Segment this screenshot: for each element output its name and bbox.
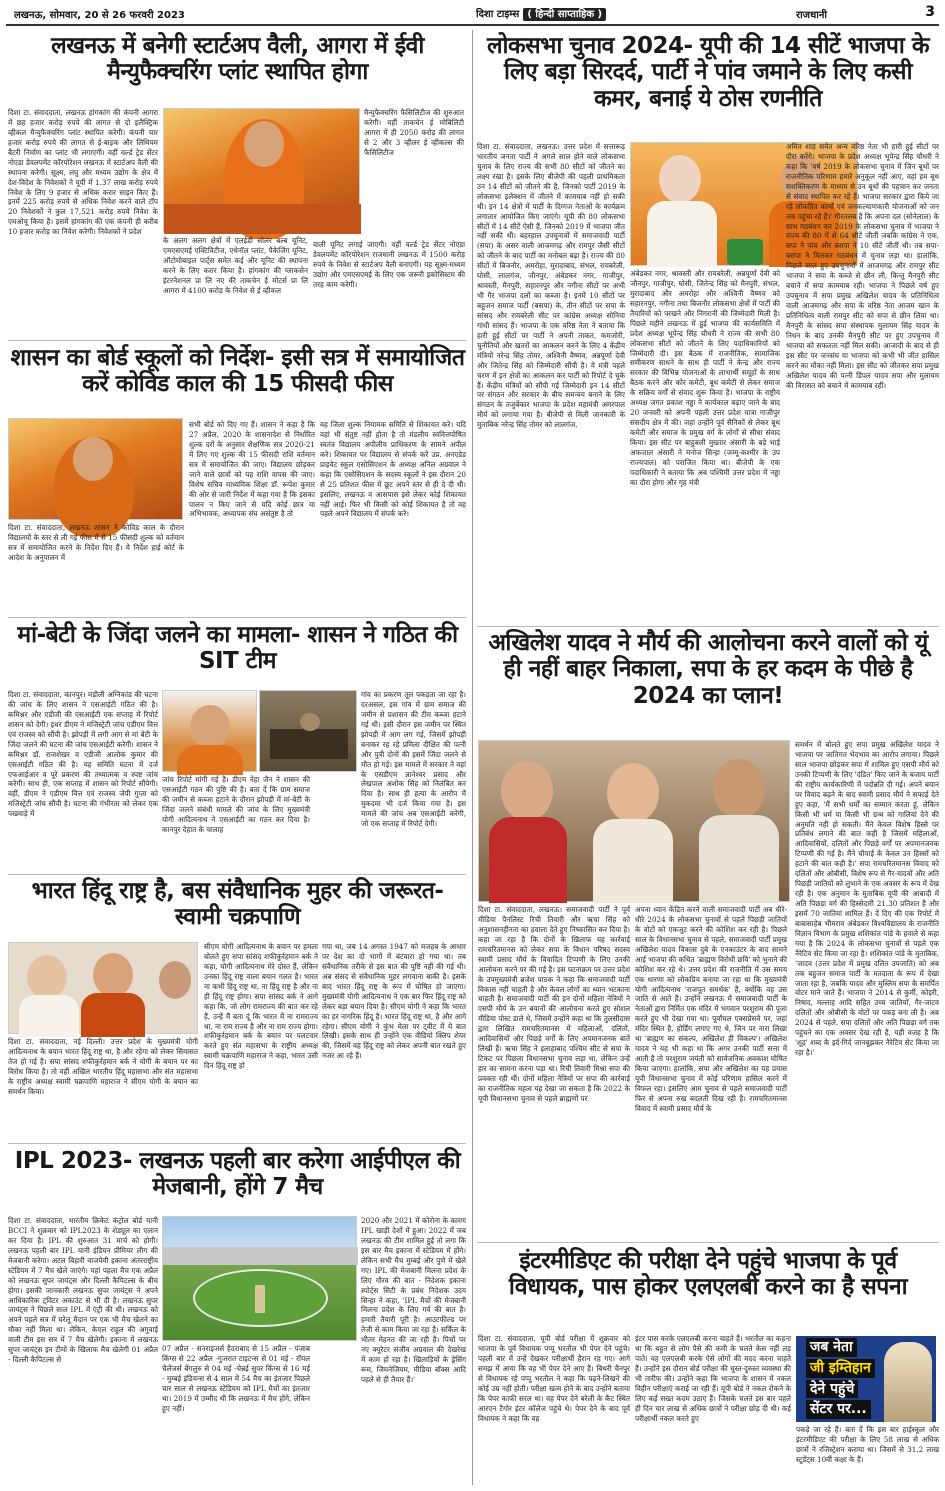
- article-hindu-headline: भारत हिंदू राष्ट्र है, बस संवैधानिक मुहर की जरूरत- स्वामी चक्रपाणि: [31, 878, 444, 931]
- ipl-stadium-photo: [162, 1216, 357, 1341]
- article-separator: [477, 1242, 939, 1243]
- article-mla-col1: दिशा टा. संवाददाता, यूपी बोर्ड परीक्षा में शुक्रवार को भाजपा के पूर्व विधायक पप्पू भरतौल भी पेपर देने पहुंचे। पहली बार में उन्हें देखकर परीक्षार्थी हैरान रह गए। आगे समझ में आया कि वह भी पेपर देने आए हैं। बिथरी चैनपुर से विधायक रहे पप्पू भरतौल ने कहा कि पढ़ने-लिखने की कोई उम्र नहीं होती। परीक्षा खत्म होने के बाद उन्होंने बताया कि पेपर काफी सरल था। वह पेपर देने बरेली के कैंट स्थित आरएन टैगोर इंटर कॉलेज पहुंचे थे। पेपर देने के बाद पूर्व विधायक ने कहा कि वह: [478, 1334, 630, 1423]
- section-name: राजधानी: [796, 10, 827, 21]
- article-separator: [8, 874, 466, 875]
- akhilesh-leaders-photo: [478, 740, 790, 902]
- hindu-swami-inset: [152, 940, 201, 1030]
- paper-tag: ( हिन्दी साप्ताहिक ): [523, 8, 606, 21]
- article-loksabha-headline: लोकसभा चुनाव 2024- यूपी की 14 सीटें भाजपा के लिए बड़ा सिरदर्द, पार्टी ने पांव जमाने के लिए कसी कमर, बनाई ये ठोस रणनीति: [486, 33, 930, 112]
- article-startup-headline: लखनऊ में बनेगी स्टार्टअप वैली, आगरा में ईवी मैन्युफैक्चरिंग प्लांट स्थापित होगा: [51, 33, 424, 86]
- article-loksabha-col3: अमित शाह समेत अन्य वरिष्ठ नेता भी हारी हुई सीटों पर दौरा करेंगे। भाजपा के प्रदेश अध्यक्ष भूपेन्द्र सिंह चौधरी ने कहा कि 'वर्ष 2019 के लोकसभा चुनाव में जिन बूथों पर राजनीतिक परिणाम हमारे अनुकूल नहीं आए, वहां हम बूथ सशक्तिकरण के माध्यम से उन बूथों की पहचान कर जनता से संवाद स्थापित कर रहे हैं। भाजपा सरकार द्वारा किये जा रहे लोकहित कार्यों एवं जनकल्याणकारी योजनाओं को जन तक पहुंचा रहे हैं।' गौरतलब है कि अपना दल (सोनेलाल) के साथ गठबंधन कर 2019 के लोकसभा चुनाव में भाजपा ने राज्य की 80 में से 64 सीटें जीतीं जबकि कांग्रेस ने एक, सपा ने पांच और बसपा ने 10 सीटें जीतीं थी। तब सपा-बसपा ने मिलकर गठबंधन में चुनाव लड़ा था। हालांकि, पिछले साल हुए उपचुनावों में आजमगढ़ और रामपुर सीट भाजपा ने सपा के कब्जे से छीन ली, किन्तु मैनपुरी सीट बचाने में सपा कामयाब रही। भाजपा ने पिछले वर्ष हुए उपचुनाव में सपा प्रमुख अखिलेश यादव के प्रतिनिधित्व वाली आजमगढ़ और सपा के वरिष्ठ नेता आजम खान के प्रतिनिधित्व वाली रामपुर सीट को सपा से छीन लिया था। मैनपुरी के सांसद सपा संस्थापक मुलायम सिंह यादव के निधन के बाद उनकी मैनपुरी सीट पर हुए उपचुनाव में भाजपा को सफलता नहीं मिल सकी। आजादी के बाद से ही इस सीट पर जनसंघ या भाजपा को कभी भी जीत हासिल करने का मौका नहीं मिला। इस सीट को जीतकर सपा प्रमुख अखिलेश यादव की पत्नी डिंपल यादव सपा और मुलायम की विरासत को बचाने में कामयाब रहीं।: [786, 142, 939, 390]
- article-sit-col2: जांच रिपोर्ट मांगी गई है। डीएम नेहा जैन ने शासन की एसआईटी गठन की पुष्टि की है। बता दें कि ग्राम समाज की जमीन से कब्जा हटाने के दौरान झोपड़ी में मां-बेटी के जिंदा जलने संबंधी मामले की जांच के लिए मुख्यमंत्री योगी आदित्यनाथ ने एसआईटी का गठन कर दिया है। कानपुर देहात के चालाह: [162, 775, 310, 834]
- article-hindu-col1: दिशा टा. संवाददाता, नई दिल्ली। उत्तर प्रदेश के मुख्यमंत्री योगी आदित्यनाथ के बयान भारत हिंदू राष्ट्र था, है और रहेगा को लेकर सियासत तेज हो गई है। सपा सांसद शफीकुर्रहमान बर्क ने योगी के बयान पर का विरोध किया है। तो वहीं अखिल भारतीय हिंदू महासभा और संत महासभा के राष्ट्रीय अध्यक्ष स्वामी चक्रपाणि महाराज ने सीएम योगी के बयान का समर्थन किया।: [8, 1037, 198, 1096]
- article-schools-col3: वह जिला शुल्क नियामक समिति से शिकायत करे। यदि वहां भी संतुष्ट नहीं होता है तो मंडलीय स्ववित्तपोषित स्वतंत्र विद्यालय अपीलीय प्राधिकरण के सामने अपील करे। शिकायत पर विद्यालय से संपर्क करें उप्र. अनएडेड प्राइवेट स्कूल एसोसिएशन के अध्यक्ष अनिल अग्रवाल ने कहा कि एसोसिएशन के सदस्य स्कूलों ने इस दौरान 20 से 25 प्रतिशत फीस में छूट अपने स्तर से ही दे दी थी। इसलिए, लखनऊ व आसपास इसे लेकर कोई शिकायत नहीं आई। फिर भी किसी को कोई शिकायत है तो वह पहले अपने विद्यालय में संपर्क करे।: [320, 420, 466, 519]
- article-startup-col1: दिशा टा. संवाददाता, लखनऊ हांगकांग की कंपनी आगरा में छह हजार करोड़ रुपये की लागत से दो इलैक्ट्रिक व्हीकल मैन्युफैक्चरिंग प्लांट स्थापित करेगी। कंपनी चार हजार करोड़ रुपये की लागत से ई-बाइक और लिथियम बैटरी निर्माण का प्लांट भी लगाएगी। वहीं वर्ल्ड ट्रेड सेंटर नोएडा डेवलपमेंट कॉरपोरेशन लखनऊ में स्टार्टअप वैली की स्थापना करेगी। सूक्ष्म, लघु और मध्यम उद्योग के क्षेत्र में देश-विदेश के निवेशकों ने यूपी में 1.37 लाख करोड़ रुपये निवेश के लिए 9 हजार से अधिक करार साइन किए हैं। इनमें 225 करोड़ रुपये से अधिक निवेश करने वाले टॉप 20 निवेशकों ने कुल 17,521 करोड़ रुपये निवेश के एमओयू किया है। इसमें हांगकांग की एक कंपनी ही करीब 10 हजार करोड़ का निवेश करेगी। निवेशकों ने प्रदेश: [8, 108, 158, 237]
- dateline: लखनऊ, सोमवार, 20 से 26 फरवरी 2023: [14, 10, 185, 21]
- article-separator: [477, 626, 939, 627]
- mla-photo-inset: [796, 1336, 936, 1422]
- article-akhilesh-col3: समर्थन में बोलते हुए सपा प्रमुख अखिलेश यादव ने भाजपा पर जातिगत भेदभाव का आरोप लगाया। पिछले साल भाजपा छोड़कर सपा में शामिल हुए एसपी मौर्य को उनकी टिप्पणी के लिए 'दंडित' किए जाने के बजाय पार्टी की राष्ट्रीय कार्यकारिणी में पदोन्नति दी गई। अपने बयान पर विवाद बढ़ने के बाद स्वामी प्रसाद मौर्य ने सफाई देते हुए कहा, 'मैं सभी धर्मों का सम्मान करता हूं, लेकिन किसी भी धर्म या किसी भी ग्रन्थ को गालियां देने की अनुमति नहीं हो सकती। मैंने केवल विशेष हिस्से पर प्रतिबंध लगाने की बात कही है जिसमें महिलाओं, आदिवासियों, दलितों और पिछड़े वर्गों पर अपमानजनक टिप्पणी की गई है। मैंने चौपाई के केवल उन हिस्सों को हटाने की बात कही है।' सपा रामचरितमानस विवाद को दलितों और ओबीसी, विशेष रूप से गैर-यादवों और अति पिछड़ी जातियों को लुभाने के एक अवसर के रूप में देख रही है। एक अनुमान के मुताबिक यूपी की आबादी में अति पिछड़ा वर्ग की हिस्सेदारी 21.30 प्रतिशत है और इसमें 70 जातियां शामिल हैं। दें दिए की एक रिपोर्ट में बाबासाहेब भीमराव अंबेडकर विश्वविद्यालय के राजनीति विज्ञान विभाग के प्रमुख शशिकांत पांडे के हवाले से कहा गया है कि 2024 के लोकसभा चुनावों से पहले एक नैरेटिव सेट किया जा रहा है। शशिकांत पांडे के मुताबिक, 'जादव (उत्तर प्रदेश में प्रमुख दलित उपजाति) को अब तक बहुजन समाज पार्टी के मतदाता के रूप में देखा जाता रहा है, जबकि यादव और मुस्लिम सपा के समर्पित वोटर माने जाते हैं। भाजपा ने 2014 से कुर्मी, कोइरी, निषाद, मल्लाह आदि सहित उच्च जातियों, गैर-जाटव दलितों और ओबीसी के वोटों पर पकड़ बना ली है। अब 2024 से पहले, सपा दलितों और अति पिछड़ा वर्ग तक पहुंचने का एक अवसर देख रही है, यही वजह है कि 'शूद्र' शब्द के इर्द-गिर्द जानबूझकर नैरेटिव सेट किया जा रहा है।': [795, 740, 939, 1058]
- column-divider: [472, 30, 473, 1485]
- article-schools-headline: शासन का बोर्ड स्कूलों को निर्देश- इसी सत्र में समायोजित करें कोविड काल की 15 फीसदी फीस: [10, 345, 465, 398]
- startup-summit-photo: [163, 108, 360, 232]
- article-loksabha-col1: दिशा टा. संवाददाता, लखनऊ। उत्तर प्रदेश में सत्तारूढ़ भारतीय जनता पार्टी ने अगले साल होने वाले लोकसभा चुनाव के लिए राज्य की सभी 80 सीटों को जीतने का लक्ष्य रखा है। इसके लिए बीजेपी की पहली प्राथमिकता उन 14 सीटों को जीतने की है, जिनको पार्टी 2019 के लोकसभा इलेक्शन में जीतने में कामयाब नहीं हो सकी थी। इन 14 क्षेत्रों में पार्टी के दिग्गज नेताओं के कार्यक्रम लगातार आयोजित किए जाएंगे। यूपी की 80 लोकसभा सीटों में 14 सीटें ऐसी हैं, जिनको 2019 में भाजपा जीत नहीं सकी थी। बहरहाल उपचुनावों में समाजवादी पार्टी (सपा) के असर वाली आजमगढ़ और रामपुर जैसी सीटों को जीतने के बाद पार्टी का मनोबल बढ़ा है। राज्य की 80 सीटों में बिजनौर, अमरोहा, मुरादाबाद, संभल, रायबरेली, घोसी, लालगंज, जौनपुर, अंबेडकर नगर, गाजीपुर, श्रावस्ती, मैनपुरी, सहारनपुर और नगीना सीटों पर अभी भी गैर भाजपा दलों का कब्जा है। इनमें 10 सीटों पर बहुजन समाज पार्टी (बसपा) के, तीन सीटों पर सपा के सांसद और रायबरेली सीट पर कांग्रेस अध्यक्ष सोनिया गांधी सांसद हैं। भाजपा के एक वरिष्ठ नेता ने बताया कि हारी हुई सीटों पर पार्टी ने अपनी ताकत, कमजोरी, चुनौतियों और खतरों का आकलन करने के लिए 4 केंद्रीय मंत्रियों नरेन्द्र सिंह तोमर, अश्विनी वैष्णव, अन्नपूर्णा देवी और जितेन्द्र सिंह को जिम्मेदारी सौंपी है। ये मंत्री पहले चरण में इन क्षेत्रों का आकलन कर पार्टी को रिपोर्ट दे चुके हैं। केंद्रीय मंत्रियों को सौंपी गई जिम्मेदारी इन 14 सीटों पर संगठन और सरकार के बीच समन्वय बनाने के लिए संगठन के तजुर्बेकार भाजपा के प्रदेश महामंत्री अमरपाल मौर्य को लगाया गया है। बीजेपी से मिली जानकारी के मुताबिक नरेन्द्र सिंह तोमर को लालगंज,: [477, 142, 625, 430]
- article-startup-col3b: वाली यूनिट लगाई जाएगी। वहीं वर्ल्ड ट्रेड सेंटर नोएडा डेवलपमेंट कॉरपोरेशन राजधानी लखनऊ में 1500 करोड़ रुपये के निवेश से स्टार्टअप वैली बनाएगी। यह सूक्ष्म-मध्यम उद्योग और एमएसएमई के लिए एक जरूरी इकोसिस्टम की तरह काम करेगी।: [313, 240, 465, 289]
- article-ipl-col2: 07 अप्रैल - सनराइजर्स हैदराबाद से 15 अप्रैल - पंजाब किंग्स से 22 अप्रैल -गुजरात टाइटन्स से 01 मई - रॉयल चैलेंजर्स बेंगलुरु से 04 मई -चेन्नई सुपर किंग्स से 16 मई - मुम्बई इंडियन्स से 4 साल में 54 मैच का इंतजार पिछले चार साल से लखनऊ स्टेडियम को IPL मैचों का इंतजार था। 2019 में उम्मीद थी कि लखनऊ में मैच होंगे, लेकिन हुए नहीं।: [162, 1344, 310, 1413]
- article-ipl-headline: IPL 2023- लखनऊ पहली बार करेगा आईपीएल की मेजबानी, होंगे 7 मैच: [14, 1148, 461, 1201]
- inset-line-1: जब नेता: [806, 1338, 857, 1357]
- sit-fire-site-photo: [259, 690, 357, 772]
- article-startup-col3a: मैन्युफैक्चरिंग फैसिलिटीज की शुरुआत करेगी। वहीं ताकचेन ई मोबिलिटी आगरा में ही 2050 करोड़ की लागत से 2 और 3 व्हीलर ई व्हीकल्स की फैसिलिटीज: [364, 108, 464, 157]
- article-akhilesh-headline: अखिलेश यादव ने मौर्य की आलोचना करने वालों को यूं ही नहीं बाहर निकाला, सपा के हर कदम के पीछे है 2024 का प्लान!: [488, 630, 928, 709]
- article-akhilesh-col2: अपना ध्यान केंद्रित करने वाली समाजवादी पार्टी अब धीरे-धीरे 2024 के लोकसभा चुनावों से पहले पिछड़ी जातियों के वोटों को एकजुट करने की कोशिश कर रही है। पिछले साल के विधानसभा चुनाव से पहले, समाजवादी पार्टी प्रमुख अखिलेश यादव विकास दुबे के एनकाउंटर के बाद सामने आई भाजपा की कथित 'ब्राह्मण विरोधी छवि' को भुनाने की कोशिश कर रहे थे। उत्तर प्रदेश की राजनीति में उस समय एक धारणा को लोकप्रिय बनाया जा रहा था कि मुख्यमंत्री योगी आदित्यनाथ 'राजपूत समर्थक' हैं, क्योंकि वह उस जाति से आते हैं। उन्होंने लखनऊ में समाजवादी पार्टी के नेताओं द्वारा निर्मित एक मंदिर में भगवान परशुराम की पूजा करते हुए भी देखा गया था। पूर्वांचल एक्सप्रेसवे पर, जहां मंदिर स्थित है, होर्डिंग लगाए गए थे, जिन पर नारा लिखा था 'ब्राह्मण का संकल्प, अखिलेश ही विकल्प'। अखिलेश यादव ने यह भी कहा था कि अगर उनकी पार्टी सत्ता में आती है तो परशुराम जयंती को सार्वजनिक अवकाश घोषित किया जाएगा। हालांकि, सपा और अखिलेश का यह प्रयास यूपी विधानसभा चुनाव में कोई परिणाम हासिल करने में विफल रहा। इसलिए आम चुनाव से पहले समाजवादी पार्टी फिर से अपना रुख बदलती दिख रही है। रामचरितमानस विवाद में स्वामी प्रसाद मौर्य के: [635, 905, 787, 1113]
- inset-line-3: देने पहुंचे: [806, 1380, 858, 1399]
- article-separator: [8, 617, 466, 618]
- article-startup-col2: के अलग अलग क्षेत्रों में एलईडी सोलर बल्ब यूनिट, एमएसएमई एक्टिविटीज, एथेनॉल प्लांट, पैकेजिंग यूनिट, ऑटोमोबाइल पार्ट्स समेत कई और यूनिट की स्थापना करने के लिए करार किया है। हांगकांग की ग्लाकसेन इंटरनेशनल प्रा लि नए की ताकचेन ई मोटर्स प्रा लि आगरा में 4100 करोड़ के निवेश से ई व्हीकल: [163, 236, 308, 295]
- header-rule: [6, 24, 939, 26]
- masthead: [476, 6, 606, 20]
- article-sit-col1: दिशा टा. संवाददाता, कानपुर। मड़ौली अग्निकांड की घटना की जांच के लिए शासन ने एसआईटी गठित की है। कमिश्नर और एडीजी की एसआईटी एक सप्ताह में रिपोर्ट शासन को देगी। इधर डीएम ने मजिस्ट्रेटी जांच एडीएम वित्त एवं राजस्व को सौंपी है। झोपड़ी में लगी आग से मां बेटी के जिंदा जलने की घटना की जांच एसआईटी करेगी। शासन ने कमिश्नर डॉ. राजशेखर व एडीजी आलोक कुमार की एसआईटी गठित की है। यह समिति घटना में दर्ज एफआईआर व पूरे प्रकरण की तथ्यात्मक व स्पष्ट जांच करेगी। साथ ही, एक सप्ताह में शासन को रिपोर्ट सौंपेगी। वहीं, डीएम ने एडीएम वित्त एवं राजस्व जेपी गुप्ता को मजिस्ट्रेटी जांच सौंपी है। घटना की गंभीरता को लेकर एक पखवाड़े में: [8, 690, 158, 819]
- article-schools-col2: सभी बोर्ड को दिए गए हैं। शासन ने कहा है कि 27 अप्रैल, 2020 के शासनादेश से निर्धारित शुल्क दरों के अनुसार शैक्षणिक सत्र 2020-21 में लिए गए शुल्क की 15 फीसदी राशि वर्तमान सत्र में समायोजित की जाए। विद्यालय छोड़कर जाने वाले छात्रों को यह राशि वापस की जाए। विशेष सचिव माध्यमिक शिक्षा डॉ. रूपेश कुमार की ओर से जारी निर्देश में कहा गया है कि इसका पालन न किए जाने से यदि कोई छात्र या अभिभावक, अध्यापक संघ असंतुष्ट है तो: [189, 420, 315, 519]
- article-hindu-col2: सीएम योगी आदित्यनाथ के बयान पर हमला बोलते हुए सपा सांसद शफीकुर्रहमान बर्क ने कहा, योगी आदित्यनाथ मेरे दोस्त हैं, लेकिन उनका हिंदू राष्ट्र वाला बयान गलत है। भारत ना कभी हिंदू राष्ट्र था, ना हिंदू राष्ट्र है और ना ही हिंदू राष्ट्र होगा। सपा सांसद बर्क ने आगे कहा कि, जो लोग रामराज्य की बात कर रहे हैं, उन्हें मैं बता दूं कि भारत में ना रामराज्य था, ना राम राज्य है और ना राम राज्य होगा। शफीकुर्रहमान बर्क के बयान पर पलटवार करते हुए संत महासभा के राष्ट्रीय अध्यक्ष स्वामी चक्रपाणि महाराज ने कहा, भारत उसी दिन हिंदू राष्ट्र हो: [204, 942, 318, 1071]
- page-header: [6, 3, 939, 23]
- page-number: 3: [925, 4, 935, 20]
- article-hindu-col3: गया था, जब 14 अगस्त 1947 को मजहब के आधार पर देश का दो भागों में बंटवारा हो गया था। तब संवैधानिक तरीके से इस बात की पुष्टि नहीं की गई थी। अब संसद से संवैधानिक मुहर लगवाना बाकी है। इसके बाद भारत हिंदू राष्ट्र के रूप में घोषित हो जाएगा। मुख्यमंत्री योगी आदित्यनाथ ने एक बार फिर हिंदू राष्ट्र को लेकर बड़ा बयान दिया है। सीएम योगी ने कहा कि भारत का हर नागरिक हिंदू है। भारत हिंदू राष्ट्र था, है और आगे रहेगा। सीएम योगी ने कुंभ मेला पर ट्वीट में ये बात लिखी। इसके साथ ही उन्होंने एक वीडियो क्लिप शेयर की, जिसमें वह हिंदू राष्ट्र को लेकर अपनी बात रखते हुए नजर आ रहे हैं।: [322, 942, 466, 1061]
- schools-cm-photo: [8, 418, 183, 520]
- article-akhilesh-col1: दिशा टा. संवाददाता, लखनऊ। समाजवादी पार्टी ने पूर्व मीडिया पैनलिस्ट रिची तिवारी और ऋचा सिंह को अनुशासनहीनता का हवाला देते हुए निष्कासित कर दिया है। कहा जा रहा है कि दोनों के खिलाफ यह कार्रवाई रामचरितमानस को लेकर सपा के विधान परिषद सदस्य स्वामी प्रसाद मौर्य के विवादित टिप्पणी के लिए उनकी आलोचना करने पर की गई है। इस घटनाक्रम पर उत्तर प्रदेश के उपमुख्यमंत्री ब्रजेश पाठक ने कहा कि समाजवादी पार्टी विकास नहीं चाहती है और केवल लोगों का ध्यान भटकाना चाहती है। समाजवादी पार्टी की इन दोनों महिला नेत्रियों ने एसपी मौर्य के उन बयानों की आलोचना करते हुए सोशल मीडिया पोस्ट डाले थे, जिसमें उन्होंने कहा था कि तुलसीदास द्वारा लिखित रामचरितमानस में महिलाओं, दलितों, आदिवासियों और पिछड़े वर्गों के लिए अपमानजनक बातें लिखी हैं। ऋचा सिंह ने इलाहाबाद पश्चिम सीट से सपा के टिकट पर पिछला विधानसभा चुनाव लड़ा था, लेकिन उन्हें हार का सामना करना पड़ा था। रिची तिवारी मिश्रा सपा की प्रवक्ता रही थीं। दोनों महिला नेत्रियों पर सपा की कार्रवाई का राजनीतिक महत्व यह देखा जा सकता है कि 2022 के यूपी विधानसभा चुनाव से पहले ब्राह्मणों पर: [478, 905, 630, 1103]
- article-ipl-col1: दिशा टा. संवाददाता, भारतीय क्रिकेट कंट्रोल बोर्ड यानी BCCI ने शुक्रवार को IPL2023 के शेड्यूल का एलान कर दिया है। IPL की शुरुआत 31 मार्च को होगी। लखनऊ पहली बार IPL यानी इंडियन प्रीमियर लीग की मेजबानी करेगा। अटल बिहारी वाजपेयी इकाना अंतरराष्ट्रीय स्टेडियम में 7 मैच खेले जाएंगे। यहां पहला मैच एक अप्रैल को लखनऊ सुपर जायंट्स और दिल्ली कैपिटल्स के बीच होगा। इसकी जानकारी लखनऊ सुपर जायंट्स ने अपने आधिकारिक ट्विटर अकाउंट से भी दी है। लखनऊ सुपर जायंट्स ने पिछले साल IPL में एंट्री की थी। लखनऊ को अपने पहले सत्र में घरेलू मैदान पर एक भी मैच खेलने का मौका नहीं मिला था। लेकिन, केएल राहुल की अगुवाई वाली टीम इस सत्र में 7 मैच खेलेगी। इकाना में लखनऊ सुपर जायंट्स इन टीमों के खिलाफ मैच खेलेगी 01 अप्रैल - दिल्ली कैपिटल्स से: [8, 1216, 158, 1365]
- paper-name: दिशा टाइम्स: [476, 9, 520, 20]
- inset-line-2: जी इम्तिहान: [806, 1359, 875, 1378]
- article-schools-col1: दिशा टा. संवाददाता, लखनऊ शासन ने कोविड काल के दौरान विद्यालयों के स्तर से ली गई फीस में से 15 फीसदी शुल्क को वर्तमान सत्र में समायोजित करने के निर्देश दिए हैं। ये निर्देश हाई कोर्ट के आदेश के अनुपालन में: [8, 523, 184, 562]
- sit-cm-photo: [162, 690, 257, 772]
- article-separator: [8, 1143, 466, 1144]
- article-loksabha-col2: अंबेडकर नगर, श्रावस्ती और रायबरेली, अन्नपूर्णा देवी को जौनपुर, गाजीपुर, घोसी, जितेन्द्र सिंह को मैनपुरी, संभल, मुरादाबाद और अमरोहा और अश्विनी वैष्णव को सहारनपुर, नगीना तथा बिजनौर लोकसभा क्षेत्रों में पार्टी की तैयारियों को परखने और निगरानी की जिम्मेदारी मिली है। पिछले महीने लखनऊ में हुई भाजपा की कार्यसमिति में प्रदेश अध्यक्ष भूपेन्द्र सिंह चौधरी ने राज्य की सभी 80 लोकसभा सीटों को जीतने के लिए पदाधिकारियों को जिम्मेदारी दी। इस बैठक में राजनीतिक, सामाजिक समीकरण साधने के साथ ही पार्टी ने केन्द्र और राज्य सरकार की विभिन्न योजनाओं के लाभार्थी समूहों के साथ बैठक करने और कोर कमेटी, बूथ कमेटी से लेकर समाज के सक्रिय वर्गों से संवाद शुरू किया है। भाजपा के राष्ट्रीय अध्यक्ष जगत प्रकाश नड्डा ने कार्यकाल बढ़ाए जाने के बाद 20 जनवरी को अपनी पहली उत्तर प्रदेश यात्रा गाजीपुर संसदीय क्षेत्र में की। जहां उन्होंने पूर्व सैनिकों से लेकर बूथ कमेटी और समाज के प्रमुख वर्ग के लोगों से सीधा संवाद किया। इस सीट पर बाहुबली मुख्तार अंसारी के बड़े भाई अफजाल अंसारी ने मनोज सिन्हा (जम्मू-कश्मीर के उप राज्यपाल) को पराजित किया था। बीजेपी के एक पदाधिकारी ने बताया कि अब पश्चिमी उत्तर प्रदेश में नड्डा का दौरा होगा और गृह मंत्री: [630, 269, 780, 487]
- article-mla-col3: पकड़े जा रहे हैं। बता दें कि इस बार हाईस्कूल और इंटरमीडिएट की परीक्षा के लिए 58 लाख से अधिक छात्रों ने रजिस्ट्रेशन कराया था। जिसमें से 31.2 लाख स्टूडेंट्स 10वीं कक्षा के हैं।: [796, 1425, 939, 1464]
- article-ipl-col3: 2020 और 2021 में कोरोना के कारण IPL खाड़ी देशों में हुआ। 2022 में जब लखनऊ की टीम शामिल हुई तो लगा कि इस बार मैच इकाना में स्टेडियम में होंगे। लेकिन सभी मैच मुम्बई और पुणे में खेले गए। IPL की मेजबानी मिलना प्रदेश के लिए गौरव की बात - निदेशक इकाना स्पोर्ट्स सिटी के प्रबंध निदेशक उदय सिन्हा ने कहा, 'IPL मैचों की मेजबानी मिलना प्रदेश के लिए गर्व की बात है। हमारी तैयारी पूरी है। आउटफील्ड पर तेजी से काम किया जा रहा है। सर्किल के भीतर मेहनत की जा रही है। पिचों पर नए क्यूरेटर संजीव अग्रवाल की देखरेख में काम हो रहा है। खिलाड़ियों के ड्रेसिंग रूम, जिमनेजियम, मीडिया बॉक्स आदि पहले से ही तैयार हैं।': [361, 1216, 466, 1384]
- article-sit-col3: गांव का प्रकरण तूल पकड़ता जा रहा है। दरअसल, इस गांव में ग्राम समाज की जमीन से प्रशासन की टीम कब्जा हटाने गई थी। इसी दौरान इस जमीन पर स्थित झोपड़ी में आग लग गई, जिसमें झोपड़ी बनाकर रह रहे प्रमिला दीक्षित की पत्नी और पुत्री दोनों की इसमें जिंदा जलने से मौत हो गई। इस मामले में सरकार ने वहां के एसडीएम ज्ञानेश्वर प्रसाद और लेखपाल अशोक सिंह को निलंबित कर दिया है। साथ ही हत्या के आरोप में मुकदमा भी दर्ज किया गया है। इस मामले की जांच अब एसआईटी करेगी, जो एक सप्ताह में रिपोर्ट देगी।: [361, 690, 466, 829]
- article-sit-headline: मां-बेटी के जिंदा जलने का मामला- शासन ने गठित की SIT टीम: [17, 622, 458, 675]
- article-mla-col2: इंटर पास करके एलएलबी करना चाहते हैं। भरतौल का कहना था कि बहुत से लोग पैसे की कमी के चलते केस नहीं लड़ पाते। वह एलएलबी करके ऐसे लोगों की मदद करना चाहते हैं। उन्होंने इस दौरान बोर्ड परीक्षा की चुस्त-दुरुस्त व्यवस्था की भी तारीफ की। उन्होंने कहा कि भाजपा के शासन में नकल विहीन परीक्षाएं कराई जा रही हैं। यूपी बोर्ड ने नकल रोकने के लिए कई सख्त कदम उठाए हैं। जिसके चलते इस बार पहले ही दिन चार लाख से अधिक छात्रों ने परीक्षा छोड़ दी थी। कई परीक्षार्थी नकल करते हुए: [635, 1334, 791, 1423]
- article-separator: [8, 340, 466, 341]
- inset-line-4: सेंटर पर...: [806, 1400, 871, 1419]
- article-mla-headline: इंटरमीडिएट की परीक्षा देने पहुंचे भाजपा के पूर्व विधायक, पास होकर एलएलबी करने का है सपना: [508, 1248, 908, 1301]
